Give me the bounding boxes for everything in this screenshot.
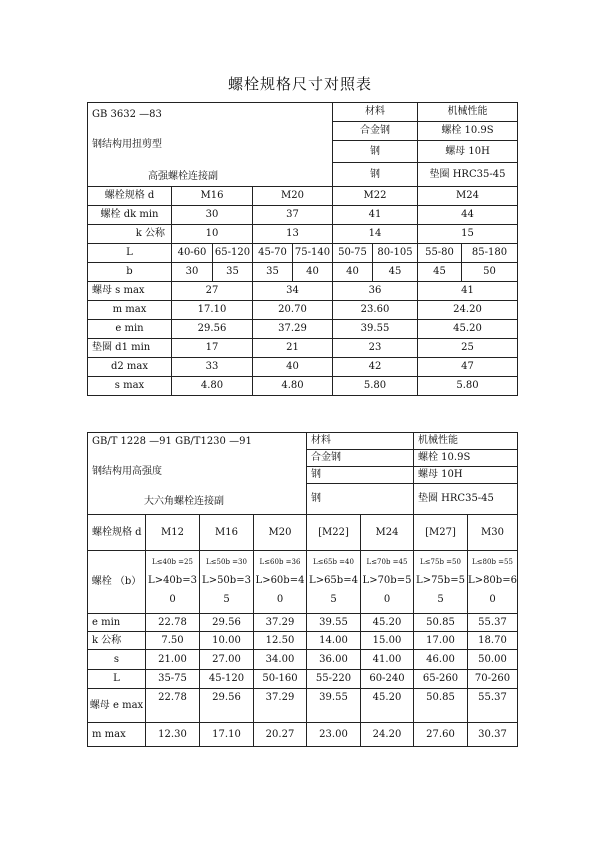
value-cell: 25 bbox=[418, 339, 518, 358]
value-cell: 36.00 bbox=[307, 650, 361, 670]
standard-desc-line1: 钢结构用高强度 bbox=[92, 466, 162, 477]
prop-cell: 机械性能 bbox=[418, 103, 518, 122]
value-cell: 10 bbox=[172, 225, 253, 244]
standard-code: GB 3632 —83 bbox=[92, 109, 162, 120]
value-cell: 14.00 bbox=[307, 632, 361, 650]
value-cell: 10.00 bbox=[200, 632, 254, 650]
value-cell: 41 bbox=[418, 282, 518, 301]
value-cell: 41 bbox=[333, 206, 418, 225]
value-cell: 22.78 bbox=[146, 614, 200, 632]
prop-cell: 机械性能 bbox=[414, 433, 518, 450]
standard-code: GB/T 1228 —91 GB/T1230 —91 bbox=[92, 436, 252, 447]
value-cell: 5.80 bbox=[333, 377, 418, 396]
value-cell: 55-80 bbox=[418, 244, 462, 263]
b-value-cell: L≤75b =50 L>75b=5 5 bbox=[414, 551, 468, 614]
value-cell: 27 bbox=[172, 282, 253, 301]
value-cell: 17.10 bbox=[200, 723, 254, 747]
value-cell: 17.00 bbox=[414, 632, 468, 650]
prop-cell: 螺栓 10.9S bbox=[414, 450, 518, 467]
value-cell: 45 bbox=[418, 263, 462, 282]
value-cell: 45.20 bbox=[418, 320, 518, 339]
value-cell: 47 bbox=[418, 358, 518, 377]
row-label: k 公称 bbox=[88, 632, 146, 650]
row-label: b bbox=[88, 263, 172, 282]
value-cell: 55.37 bbox=[468, 689, 518, 723]
standard-header bbox=[88, 433, 307, 515]
row-label: L bbox=[88, 244, 172, 263]
prop-cell: 螺栓 10.9S bbox=[418, 122, 518, 141]
prop-cell: 钢 bbox=[307, 484, 414, 515]
bolt-table-gb3632 bbox=[87, 102, 518, 396]
value-cell: 45-70 bbox=[253, 244, 293, 263]
size-cell: M24 bbox=[418, 187, 518, 206]
value-cell: 50-160 bbox=[254, 670, 307, 689]
value-cell: 24.20 bbox=[361, 723, 414, 747]
row-label: e min bbox=[88, 320, 172, 339]
value-cell: 20.70 bbox=[253, 301, 333, 320]
value-cell: 45.20 bbox=[361, 614, 414, 632]
row-label: 螺栓规格 d bbox=[88, 515, 146, 551]
b-value-cell: L≤80b =55 L>80b=6 0 bbox=[468, 551, 518, 614]
value-cell: 4.80 bbox=[172, 377, 253, 396]
b-value-cell: L≤60b =36 L>60b=4 0 bbox=[254, 551, 307, 614]
value-cell: 30.37 bbox=[468, 723, 518, 747]
value-cell: 20.27 bbox=[254, 723, 307, 747]
size-cell: M20 bbox=[254, 515, 307, 551]
value-cell: 45-120 bbox=[200, 670, 254, 689]
value-cell: 60-240 bbox=[361, 670, 414, 689]
value-cell: 27.00 bbox=[200, 650, 254, 670]
value-cell: 37.29 bbox=[253, 320, 333, 339]
value-cell: 29.56 bbox=[200, 614, 254, 632]
value-cell: 23.60 bbox=[333, 301, 418, 320]
size-cell: M30 bbox=[468, 515, 518, 551]
value-cell: 30 bbox=[172, 263, 213, 282]
value-cell: 85-180 bbox=[462, 244, 518, 263]
row-label: s bbox=[88, 650, 146, 670]
size-cell: [M22] bbox=[307, 515, 361, 551]
value-cell: 23 bbox=[333, 339, 418, 358]
prop-cell: 钢 bbox=[307, 467, 414, 484]
prop-cell: 材料 bbox=[333, 103, 418, 122]
value-cell: 44 bbox=[418, 206, 518, 225]
value-cell: 42 bbox=[333, 358, 418, 377]
row-label: d2 max bbox=[88, 358, 172, 377]
value-cell: 70-260 bbox=[468, 670, 518, 689]
value-cell: 39.55 bbox=[307, 614, 361, 632]
value-cell: 17.10 bbox=[172, 301, 253, 320]
size-cell: M22 bbox=[333, 187, 418, 206]
value-cell: 36 bbox=[333, 282, 418, 301]
value-cell: 37 bbox=[253, 206, 333, 225]
value-cell: 35 bbox=[253, 263, 293, 282]
b-value-cell: L≤70b =45 L>70b=5 0 bbox=[361, 551, 414, 614]
value-cell: 80-105 bbox=[373, 244, 418, 263]
row-label: 垫圈 d1 min bbox=[88, 339, 172, 358]
value-cell: 5.80 bbox=[418, 377, 518, 396]
row-label: s max bbox=[88, 377, 172, 396]
value-cell: 50-75 bbox=[333, 244, 373, 263]
value-cell: 35-75 bbox=[146, 670, 200, 689]
value-cell: 12.30 bbox=[146, 723, 200, 747]
row-label: 螺母 e max bbox=[88, 689, 146, 723]
prop-cell: 垫圈 HRC35-45 bbox=[418, 163, 518, 187]
value-cell: 29.56 bbox=[172, 320, 253, 339]
row-label: L bbox=[88, 670, 146, 689]
row-label: m max bbox=[88, 723, 146, 747]
row-label: e min bbox=[88, 614, 146, 632]
value-cell: 30 bbox=[172, 206, 253, 225]
value-cell: 34.00 bbox=[254, 650, 307, 670]
prop-cell: 合金钢 bbox=[333, 122, 418, 141]
value-cell: 14 bbox=[333, 225, 418, 244]
value-cell: 40 bbox=[253, 358, 333, 377]
value-cell: 37.29 bbox=[254, 614, 307, 632]
value-cell: 46.00 bbox=[414, 650, 468, 670]
value-cell: 55.37 bbox=[468, 614, 518, 632]
value-cell: 17 bbox=[172, 339, 253, 358]
value-cell: 35 bbox=[213, 263, 253, 282]
value-cell: 65-260 bbox=[414, 670, 468, 689]
value-cell: 65-120 bbox=[213, 244, 253, 263]
prop-cell: 钢 bbox=[333, 163, 418, 187]
b-value-cell: L≤50b =30 L>50b=3 5 bbox=[200, 551, 254, 614]
value-cell: 21 bbox=[253, 339, 333, 358]
value-cell: 75-140 bbox=[293, 244, 333, 263]
value-cell: 37.29 bbox=[254, 689, 307, 723]
value-cell: 12.50 bbox=[254, 632, 307, 650]
row-label: 螺栓 dk min bbox=[88, 206, 172, 225]
value-cell: 29.56 bbox=[200, 689, 254, 723]
row-label: m max bbox=[88, 301, 172, 320]
value-cell: 23.00 bbox=[307, 723, 361, 747]
value-cell: 27.60 bbox=[414, 723, 468, 747]
prop-cell: 材料 bbox=[307, 433, 414, 450]
value-cell: 15 bbox=[418, 225, 518, 244]
page-title: 螺栓规格尺寸对照表 bbox=[227, 75, 372, 93]
value-cell: 21.00 bbox=[146, 650, 200, 670]
value-cell: 50 bbox=[462, 263, 518, 282]
row-label: 螺栓 （b） bbox=[88, 551, 146, 614]
size-cell: M16 bbox=[172, 187, 253, 206]
standard-header bbox=[88, 103, 333, 187]
size-cell: M20 bbox=[253, 187, 333, 206]
prop-cell: 垫圈 HRC35-45 bbox=[414, 484, 518, 515]
value-cell: 50.00 bbox=[468, 650, 518, 670]
value-cell: 50.85 bbox=[414, 614, 468, 632]
value-cell: 55-220 bbox=[307, 670, 361, 689]
row-label: k 公称 bbox=[88, 225, 172, 244]
value-cell: 33 bbox=[172, 358, 253, 377]
value-cell: 39.55 bbox=[307, 689, 361, 723]
size-cell: M16 bbox=[200, 515, 254, 551]
bolt-table-gbt1228 bbox=[87, 432, 518, 747]
size-cell: M12 bbox=[146, 515, 200, 551]
prop-cell: 螺母 10H bbox=[418, 141, 518, 163]
prop-cell: 合金钢 bbox=[307, 450, 414, 467]
value-cell: 22.78 bbox=[146, 689, 200, 723]
prop-cell: 螺母 10H bbox=[414, 467, 518, 484]
standard-desc-line2: 高强螺栓连接副 bbox=[148, 171, 218, 182]
size-cell: [M27] bbox=[414, 515, 468, 551]
value-cell: 18.70 bbox=[468, 632, 518, 650]
value-cell: 34 bbox=[253, 282, 333, 301]
standard-desc-line1: 钢结构用扭剪型 bbox=[92, 139, 162, 150]
value-cell: 24.20 bbox=[418, 301, 518, 320]
standard-desc-line2: 大六角螺栓连接副 bbox=[144, 496, 224, 507]
b-value-cell: L≤65b =40 L>65b=4 5 bbox=[307, 551, 361, 614]
b-value-cell: L≤40b =25 L>40b=3 0 bbox=[146, 551, 200, 614]
value-cell: 13 bbox=[253, 225, 333, 244]
value-cell: 40 bbox=[333, 263, 373, 282]
value-cell: 45 bbox=[373, 263, 418, 282]
row-label: 螺母 s max bbox=[88, 282, 172, 301]
value-cell: 50.85 bbox=[414, 689, 468, 723]
size-cell: M24 bbox=[361, 515, 414, 551]
value-cell: 40-60 bbox=[172, 244, 213, 263]
value-cell: 40 bbox=[293, 263, 333, 282]
value-cell: 39.55 bbox=[333, 320, 418, 339]
value-cell: 15.00 bbox=[361, 632, 414, 650]
value-cell: 41.00 bbox=[361, 650, 414, 670]
value-cell: 4.80 bbox=[253, 377, 333, 396]
value-cell: 45.20 bbox=[361, 689, 414, 723]
prop-cell: 钢 bbox=[333, 141, 418, 163]
row-label: 螺栓规格 d bbox=[88, 187, 172, 206]
value-cell: 7.50 bbox=[146, 632, 200, 650]
